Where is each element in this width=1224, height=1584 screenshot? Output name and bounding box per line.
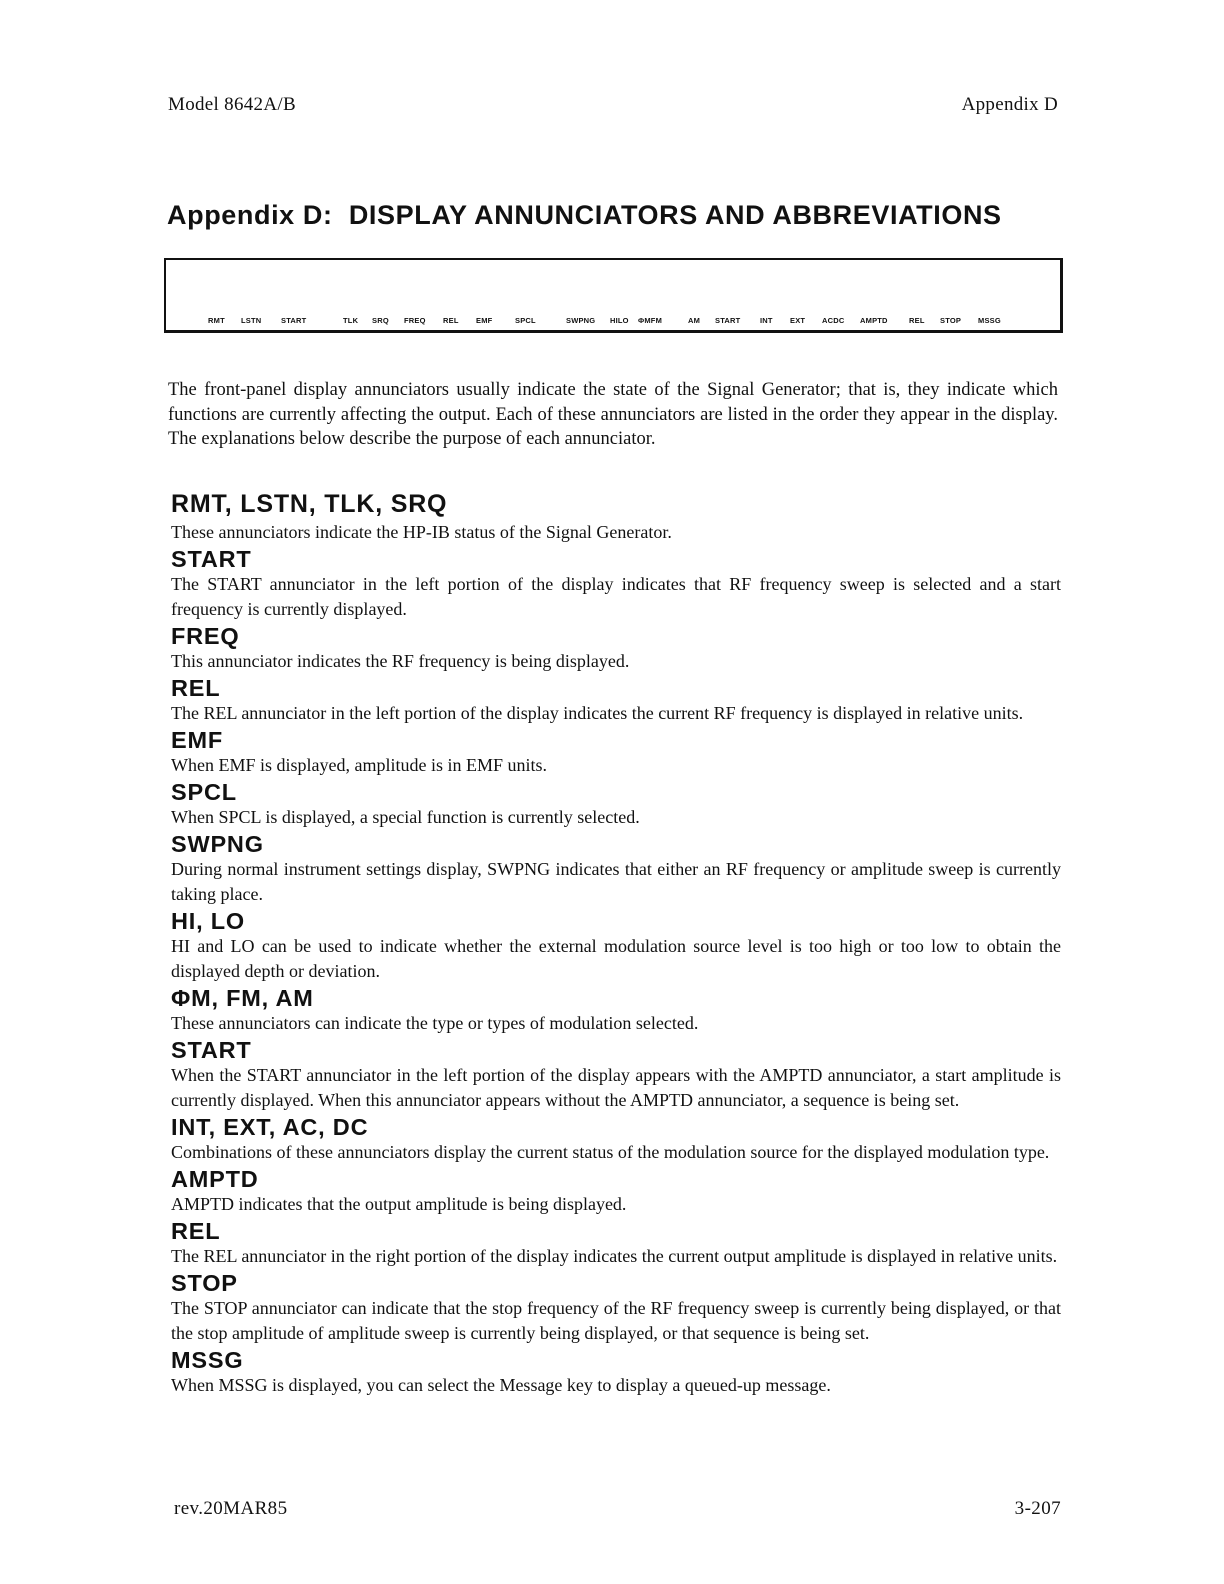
title-main: DISPLAY ANNUNCIATORS AND ABBREVIATIONS: [348, 200, 1002, 230]
entry-heading-spcl: SPCL: [171, 779, 237, 805]
page-title: [167, 200, 1002, 231]
entry-body-hilo: HI and LO can be used to indicate whether the external modulation source level is too high or too low to obtain the displayed depth or deviation.: [171, 936, 1061, 981]
entry-heading-swpng: SWPNG: [171, 831, 264, 857]
entry-body-stop: The STOP annunciator can indicate that the stop frequency of the RF frequency sweep is currently being displayed, or that the stop amplitude of amplitude sweep is currently being displayed, or that sequence is being set.: [171, 1298, 1061, 1343]
entry-body-spcl: When SPCL is displayed, a special function is currently selected.: [171, 807, 640, 827]
annunciator-am: AM: [688, 316, 701, 325]
entry-body-swpng: During normal instrument settings display, SWPNG indicates that either an RF frequency or amplitude sweep is currently taking place.: [171, 859, 1061, 904]
annunciator-start-left: START: [281, 316, 307, 325]
annunciator-srq: SRQ: [372, 316, 389, 325]
annunciator-rel-right: REL: [909, 316, 925, 325]
entry-body-freq: This annunciator indicates the RF frequency is being displayed.: [171, 651, 630, 671]
entry-body-rel-amptd: The REL annunciator in the right portion of the display indicates the current output amplitude is displayed in relative units.: [171, 1246, 1058, 1266]
entry-heading-amptd: AMPTD: [171, 1166, 259, 1192]
annunciator-stop: STOP: [940, 316, 962, 325]
entry-heading-int-ext-ac-dc: INT, EXT, AC, DC: [171, 1114, 369, 1140]
annunciator-int: INT: [760, 316, 773, 325]
annunciator-acdc: ACDC: [822, 316, 845, 325]
header-appendix: Appendix D: [961, 94, 1058, 115]
entry-heading-stop: STOP: [171, 1270, 238, 1296]
annunciator-list: [171, 488, 1061, 1399]
entry-heading-start-freq: START: [171, 546, 252, 572]
annunciator-amptd: AMPTD: [860, 316, 888, 325]
entry-heading-modulation: ΦM, FM, AM: [171, 985, 314, 1011]
header-model: Model 8642A/B: [168, 94, 296, 115]
annunciator-start-right: START: [715, 316, 741, 325]
entry-heading-mssg: MSSG: [171, 1347, 244, 1373]
annunciator-emf: EMF: [476, 316, 493, 325]
annunciator-phim-fm: ΦMFM: [638, 316, 663, 325]
annunciator-tlk: TLK: [343, 316, 359, 325]
annunciator-freq: FREQ: [404, 316, 426, 325]
entry-body-mssg: When MSSG is displayed, you can select the Message key to display a queued-up message.: [171, 1375, 831, 1395]
entry-heading-rel-amptd: REL: [171, 1218, 221, 1244]
annunciator-swpng: SWPNG: [566, 316, 596, 325]
footer-revision: rev.20MAR85: [174, 1498, 288, 1519]
annunciator-rel-left: REL: [443, 316, 459, 325]
page-number: 3-207: [1014, 1498, 1061, 1519]
annunciator-spcl: SPCL: [515, 316, 536, 325]
entry-body-int-ext-ac-dc: Combinations of these annunciators display the current status of the modulation source for the displayed modulation type.: [171, 1142, 1050, 1162]
entry-heading-rel-freq: REL: [171, 675, 221, 701]
entry-body-hpib: These annunciators indicate the HP-IB status of the Signal Generator.: [171, 522, 672, 542]
annunciator-lstn: LSTN: [241, 316, 262, 325]
entry-heading-hilo: HI, LO: [171, 908, 245, 934]
entry-body-emf: When EMF is displayed, amplitude is in EMF units.: [171, 755, 547, 775]
annunciator-mssg: MSSG: [978, 316, 1001, 325]
entry-body-start-freq: The START annunciator in the left portion of the display indicates that RF frequency sweep is selected and a start frequency is currently displayed.: [171, 574, 1061, 619]
entry-body-amptd: AMPTD indicates that the output amplitude is being displayed.: [171, 1194, 627, 1214]
annunciator-hilo: HILO: [610, 316, 629, 325]
entry-heading-freq: FREQ: [171, 623, 240, 649]
annunciator-rmt: RMT: [208, 316, 225, 325]
entry-heading-hpib: RMT, LSTN, TLK, SRQ: [171, 490, 448, 518]
entry-heading-start-amptd: START: [171, 1037, 252, 1063]
entry-heading-emf: EMF: [171, 727, 224, 753]
display-panel: [164, 258, 1063, 333]
title-prefix: Appendix D:: [167, 200, 333, 230]
entry-body-rel-freq: The REL annunciator in the left portion of the display indicates the current RF frequency is displayed in relative units.: [171, 703, 1024, 723]
entry-body-modulation: These annunciators can indicate the type or types of modulation selected.: [171, 1013, 699, 1033]
intro-paragraph: The front-panel display annunciators usually indicate the state of the Signal Generator; that is, they indicate which functions are currently affecting the output. Each of these annunciators are listed in the order they appear in the display. The explanations below describe the purpose of each annunciator.: [168, 380, 1058, 449]
annunciator-ext: EXT: [790, 316, 806, 325]
entry-body-start-amptd: When the START annunciator in the left portion of the display appears with the AMPTD annunciator, a start amplitude is currently displayed. When this annunciator appears without the AMPTD annunciator, a sequence is being set.: [171, 1065, 1061, 1110]
